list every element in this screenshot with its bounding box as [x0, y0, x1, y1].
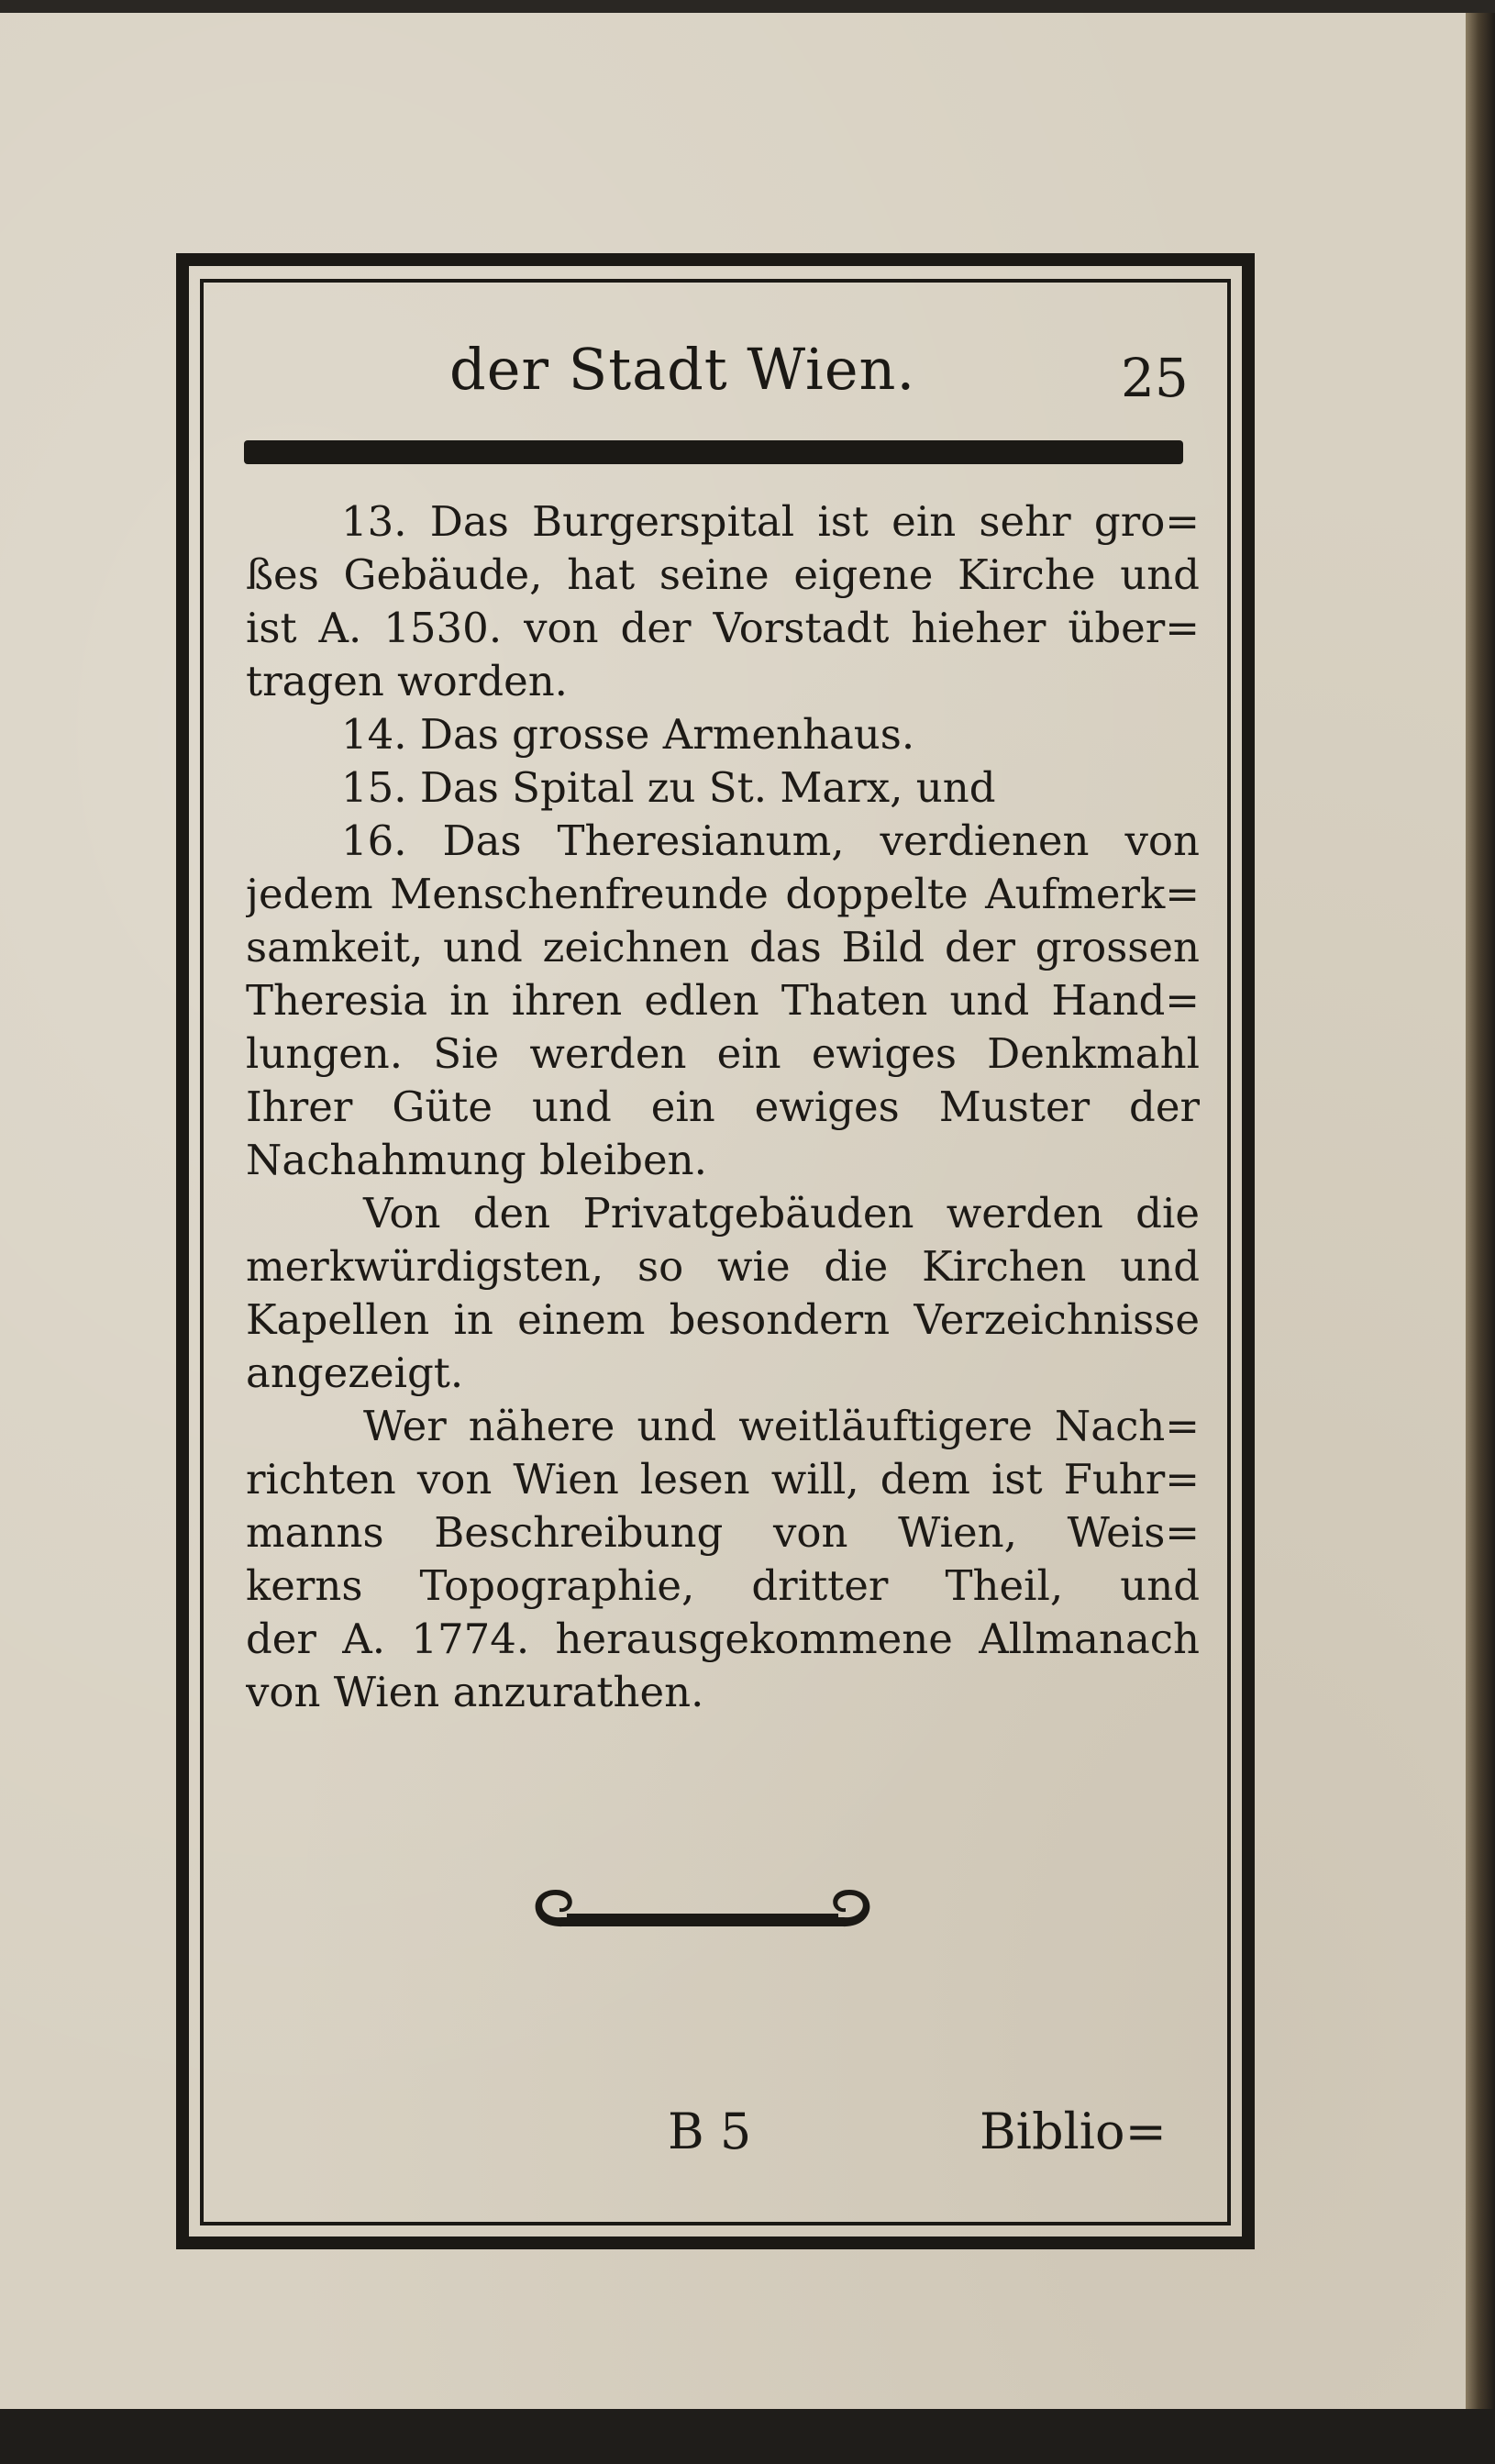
text-line: Ihrer Güte und ein ewiges Muster der [246, 1082, 1200, 1131]
page-edge-right [1466, 13, 1495, 2416]
text-line: ßes Gebäude, hat seine eigene Kirche und [246, 550, 1200, 599]
page-edge-bottom [0, 2409, 1495, 2464]
text-line: Kapellen in einem besondern Verzeichnisse [246, 1295, 1200, 1344]
text-line: jedem Menschenfreunde doppelte Aufmerk= [246, 870, 1200, 918]
page-number: 25 [1121, 347, 1189, 409]
text-line: 15. Das Spital zu St. Marx, und [341, 763, 996, 812]
text-line: angezeigt. [246, 1349, 464, 1397]
catchword: Biblio= [980, 2103, 1167, 2160]
text-line: der A. 1774. herausgekommene Allmanach [246, 1615, 1200, 1663]
ornament-icon [530, 1882, 875, 1937]
text-line: kerns Topographie, dritter Theil, und [246, 1561, 1200, 1610]
text-line: Von den Privatgebäuden werden die [363, 1189, 1200, 1238]
signature-mark: B 5 [668, 2103, 752, 2160]
text-line: lungen. Sie werden ein ewiges Denkmahl [246, 1029, 1200, 1078]
text-line: Theresia in ihren edlen Thaten und Hand= [246, 976, 1200, 1025]
text-line: tragen worden. [246, 657, 568, 705]
text-line: manns Beschreibung von Wien, Weis= [246, 1508, 1200, 1557]
text-line: Nachahmung bleiben. [246, 1136, 707, 1184]
text-line: Wer nähere und weitläuftigere Nach= [363, 1402, 1200, 1450]
text-line: richten von Wien lesen will, dem ist Fuhr= [246, 1455, 1200, 1504]
text-line: merkwürdigsten, so wie die Kirchen und [246, 1242, 1200, 1291]
text-line: 13. Das Burgerspital ist ein sehr gro= [341, 497, 1200, 546]
body-text [246, 495, 1200, 1719]
text-line: 14. Das grosse Armenhaus. [341, 710, 915, 759]
header-rule [244, 440, 1183, 464]
text-line: 16. Das Theresianum, verdienen von [341, 816, 1200, 865]
text-line: von Wien anzurathen. [246, 1668, 704, 1716]
text-line: samkeit, und zeichnen das Bild der grossen [246, 923, 1200, 971]
running-title: der Stadt Wien. [449, 336, 916, 403]
text-line: ist A. 1530. von der Vorstadt hieher über= [246, 604, 1200, 652]
